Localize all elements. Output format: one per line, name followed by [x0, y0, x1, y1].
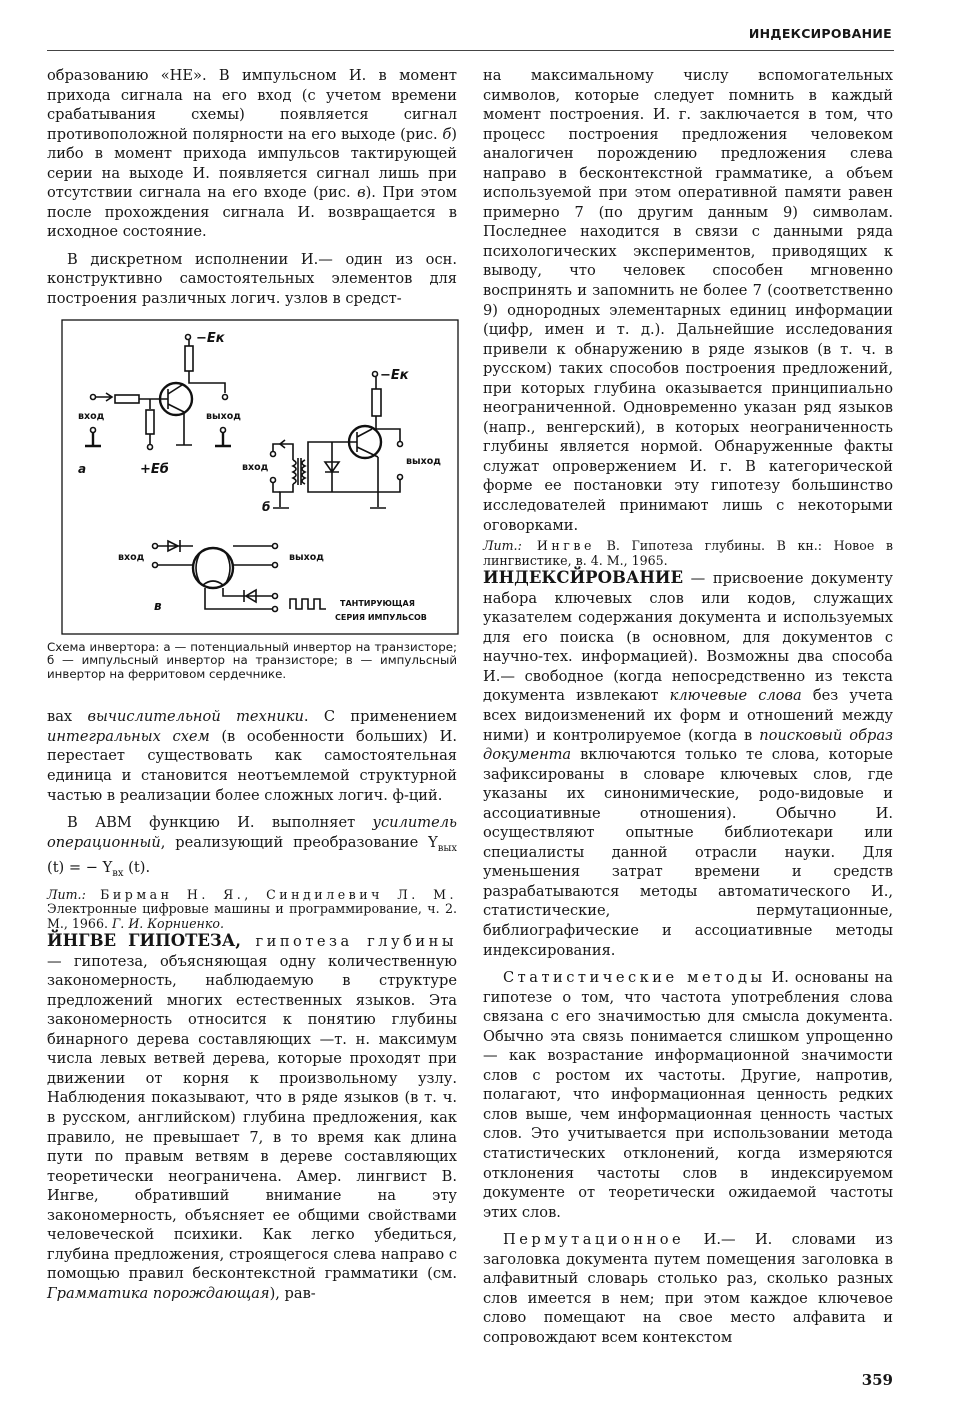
- left-column: [47, 66, 457, 1303]
- circuit-c: [153, 540, 327, 612]
- text-run: Статистические методы: [503, 969, 766, 987]
- text-run: интегральных схем: [47, 727, 210, 745]
- page-number: 359: [861, 1371, 893, 1390]
- right-column-wrap: [483, 66, 893, 1409]
- text-run: гипотеза глубины: [241, 933, 457, 951]
- text-run: ) либо в момент прихода импульсов тактирующей серии на выходе И. появляется сигнал лишь при отсутствии сигнала на его входе (рис.: [47, 125, 457, 202]
- paragraph: [47, 250, 457, 309]
- text-run: И. основаны на гипотезе о том, что частота употребления слова связана с его значимостью для смысла документа. Обычно эта связь понимается слишком упрощенно — как возрастание информационной значимости слов с ростом их частоты. Другие, напротив, полагают, что информационная ценность редких слов выше, чем информационная ценность частых слов. Это учитывается при использовании метода статистических отклонений, когда измеряются отклонения частоты слов в индексируемом документе от теоретически ожидаемой частоты этих слов.: [483, 969, 893, 1221]
- left-column-top: [47, 66, 457, 309]
- text-run: усилитель операционный: [47, 814, 457, 851]
- inverter-circuit-figure: [60, 317, 460, 637]
- text-run: Г. И. Корниенко.: [111, 915, 224, 931]
- text-run: поисковый образ документа: [483, 726, 893, 764]
- label-output-c: выход: [289, 551, 324, 563]
- left-column-bottom: [47, 707, 457, 1303]
- right-column: [483, 66, 893, 1347]
- paragraph: [483, 568, 893, 960]
- text-run: Пермутационное: [503, 1231, 685, 1249]
- text-run: вах: [47, 708, 88, 726]
- running-header: ИНДЕКСИРОВАНИЕ: [748, 26, 892, 41]
- header-rule: [47, 50, 894, 51]
- text-run: Лит.:: [47, 886, 86, 902]
- text-run: (t) = − Y: [47, 859, 113, 877]
- label-input-a: вход: [78, 410, 105, 422]
- label-part-c: в: [154, 598, 162, 613]
- label-input-b: вход: [242, 461, 269, 473]
- paragraph: [47, 931, 457, 1303]
- text-run: . С применением: [303, 708, 458, 726]
- text-run: вх: [112, 867, 124, 879]
- text-run: — гипотеза, объясняющая одну количественную закономерность, наблюдаемую в структуре предложений многих естественных языков. Эта закономерность относится к понятию глубины бинарного дерева составляющих —т. н. максимум числа левых ветвей дерева, которые проходят при движении от корня к произвольному узлу. Наблюдения показывают, что в ряде языков (в т. ч. в русском, английском) глубина предложения, как правило, не превышает 7, в то время как длина пути по правым ветвям в дереве составляющих теоретически неограничена. Амер. лингвист В. Ингве, обративший внимание на эту закономерность, объясняет ее общими свойствами человеческой психики. Как легко убедиться, глубина предложения, строящегося слева направо с помощью правил бесконтекстной грамматики (см.: [47, 952, 457, 1283]
- text-run: (t).: [123, 859, 151, 877]
- entry-headword: ИНДЕКСЙРОВАНИЕ: [483, 568, 684, 588]
- text-run: ), рав-: [269, 1284, 316, 1302]
- paragraph: [483, 968, 893, 1222]
- label-output-b: выход: [406, 455, 441, 467]
- text-run: на максимальному числу вспомогательных символов, которые следует помнить в каждый момент построения. И. г. заключается в том, что процесс построения предложения человеком аналогичен порождению предложения слева направо в бесконтекстной грамматике, а объем используемой при этом оперативной памяти равен примерно 7 (по другим данным 9) символам. Последнее находится в связи с данными ряда психологических экспериментов, приводящих к выводу, что человек способен мгновенно воспринять и запомнить не более 7 (соответственно 9) однородных элементарных единиц информации (цифр, имен и т. д.). Дальнейшие исследования привели к обнаружению в ряде языков (в т. ч. в русском) таких способов построения предложений, при которых глубина оказывается принципиально неограниченной. Одновременно указан ряд языков (напр., венгерский), в которых неограниченность глубины является нормой. Обнаруженные факты служат опровержением И. г. В категорической форме ее постановки эту гипотезу большинство исследователей принимают лишь с некоторыми оговорками.: [483, 67, 893, 534]
- figure-caption: Схема инвертора: а — потенциальный инвертор на транзисторе; б — импульсный инвертор на транзисторе; в — импульсный инвертор на ферритовом сердечнике.: [47, 639, 457, 681]
- bibliography: [483, 539, 893, 568]
- text-run: ключевые слова: [669, 687, 802, 705]
- label-part-b: б: [262, 499, 271, 514]
- text-run: вых: [437, 842, 457, 854]
- label-clock-1: ТАНТИРУЮЩАЯ: [340, 598, 415, 608]
- text-run: образованию «НЕ». В импульсном И. в момент прихода сигнала на его вход (с учетом времени срабатывания схемы) появляется сигнал противоположной полярности на его выходе (рис.: [47, 67, 457, 143]
- label-ek-a: −Eк: [196, 330, 225, 346]
- text-run: ). При этом после прохождения сигнала И. возвращается в исходное состояние.: [47, 184, 457, 241]
- paragraph: [47, 813, 457, 883]
- paragraph: [47, 707, 457, 805]
- text-run: В дискретном исполнении И.— один из осн. конструктивно самостоятельных элементов для построения различных логич. узлов в средст-: [47, 250, 457, 308]
- label-clock-2: СЕРИЯ ИМПУЛЬСОВ: [335, 612, 427, 622]
- text-run: Бирман Н. Я., Синдилевич Л. М.: [85, 886, 457, 902]
- circuit-a: [85, 334, 231, 449]
- bibliography: [47, 888, 457, 932]
- text-run: б: [442, 125, 452, 143]
- entry-headword: ЙНГВЕ ГИПОТЕЗА,: [47, 931, 242, 951]
- label-part-a: а: [78, 461, 87, 476]
- label-input-c: вход: [118, 551, 145, 563]
- text-run: Грамматика порождающая: [47, 1284, 270, 1302]
- text-run: Электронные цифровые машины и программирование, ч. 2. М., 1966.: [47, 901, 457, 931]
- text-run: И.— И. словами из заголовка документа путем помещения заголовка в алфавитный словарь столько раз, сколько разных слов имеется в нем; при этом каждое ключевое слово помещают на свое место алфавита и сопровождают всем контекстом: [483, 1231, 893, 1346]
- text-run: (в особенности больших) И. перестает существовать как самостоятельная единица и становится неотъемлемой структурной частью в реализации более сложных логич. ф-ций.: [47, 727, 457, 804]
- text-run: вычислительной техники: [87, 708, 304, 726]
- circuit-b: [271, 371, 403, 508]
- text-run: В. Гипотеза глубины. В кн.: Новое в лингвистике, в. 4. М., 1965.: [483, 538, 893, 568]
- text-run: Лит.:: [483, 538, 522, 554]
- text-run: — присвоение документу набора ключевых слов или кодов, служащих указателем содержания документа и используемых для его поиска (в основном, для документов с научно-тех. информацией). Возможны два способа И.— свободное (когда непосредственно из текста документа извлекают: [483, 570, 893, 705]
- paragraph: [483, 1230, 893, 1347]
- text-run: Ингве: [521, 538, 595, 554]
- paragraph: [47, 66, 457, 242]
- label-eb: +Eб: [140, 461, 169, 477]
- label-ek-b: −Eк: [380, 367, 409, 383]
- text-run: в: [357, 184, 366, 202]
- paragraph: [483, 66, 893, 535]
- text-run: без учета всех видоизменений их форм и отношений между ними) и контролируемое (когда в: [483, 687, 893, 744]
- text-run: В АВМ функцию И. выполняет: [67, 814, 373, 832]
- text-run: включаются только те слова, которые зафиксированы в словаре ключевых слов, где указаны их синонимические, родо-видовые и ассоциативные отношения). Обычно И. осуществляют опытные библиотекари или специалисты данной отрасли науки. Для уменьшения затрат времени и средств разрабатываются методы автоматического И., статистические, пермутационные, библиографические и ассоциативные методы индексирования.: [483, 746, 893, 959]
- label-output-a: выход: [206, 410, 241, 422]
- text-run: , реализующий преобразование Y: [160, 833, 438, 851]
